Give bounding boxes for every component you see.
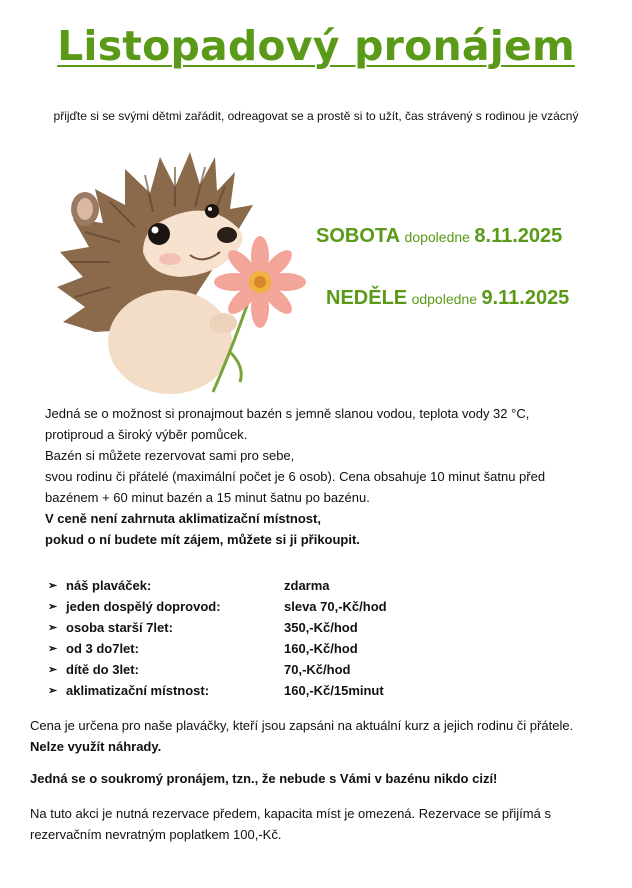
description-line: Jedná se o možnost si pronajmout bazén s jemně slanou vodou, teplota vody 32 °C, <box>45 406 530 421</box>
notice-line: V ceně není zahrnuta aklimatizační místnost, <box>45 511 321 526</box>
notice-line: pokud o ní budete mít zájem, můžete si ji přikoupit. <box>45 532 360 547</box>
arrow-bullet-icon: ➢ <box>48 643 58 655</box>
arrow-bullet-icon: ➢ <box>48 601 58 613</box>
arrow-bullet-icon: ➢ <box>48 664 58 676</box>
price-row <box>48 596 588 617</box>
price-label: náš plaváček: <box>66 578 152 593</box>
no-refund-text: Nelze využít náhrady. <box>30 739 162 754</box>
day-saturday <box>316 225 616 248</box>
description-line: protiproud a široký výběr pomůcek. <box>45 427 248 442</box>
price-row <box>48 617 588 638</box>
price-row <box>48 638 588 659</box>
page-title: Listopadový pronájem <box>57 22 575 70</box>
description-line: Bazén si můžete rezervovat sami pro sebe, <box>45 448 295 463</box>
description-line: svou rodinu či přátelé (maximální počet je 6 osob). Cena obsahuje 10 minut šatnu před <box>45 469 546 484</box>
price-note-text: Cena je určena pro naše plaváčky, kteří jsou zapsáni na aktuální kurz a jejich rodinu či přátele. <box>30 718 574 733</box>
price-value: 350,-Kč/hod <box>284 620 358 635</box>
price-row <box>48 575 588 596</box>
arrow-bullet-icon: ➢ <box>48 622 58 634</box>
price-row <box>48 659 588 680</box>
private-rental-text: Jedná se o soukromý pronájem, tzn., že nebude s Vámi v bazénu nikdo cizí! <box>30 771 498 786</box>
day-date: 9.11.2025 <box>481 287 570 309</box>
day-sunday <box>326 287 626 310</box>
price-label: dítě do 3let: <box>66 662 139 677</box>
subtitle: přijďte si se svými dětmi zařádit, odreagovat se a prostě si to užít, čas strávený s rodinou je vzácný <box>53 109 579 123</box>
hedgehog-illustration <box>55 127 315 397</box>
price-value: 70,-Kč/hod <box>284 662 351 677</box>
price-value: 160,-Kč/hod <box>284 641 358 656</box>
reservation-note <box>30 803 610 845</box>
price-label: od 3 do7let: <box>66 641 139 656</box>
price-value: 160,-Kč/15minut <box>284 683 384 698</box>
price-label: aklimatizační místnost: <box>66 683 210 698</box>
price-note <box>30 715 610 757</box>
day-date: 8.11.2025 <box>474 225 563 247</box>
day-name: NEDĚLE <box>326 287 408 309</box>
reservation-line: Na tuto akci je nutná rezervace předem, kapacita míst je omezená. Rezervace se přijímá s <box>30 806 551 821</box>
day-part: odpoledne <box>411 291 477 307</box>
price-value: sleva 70,-Kč/hod <box>284 599 387 614</box>
reservation-line: rezervačním nevratným poplatkem 100,-Kč. <box>30 827 282 842</box>
price-list <box>48 575 588 701</box>
price-label: osoba starší 7let: <box>66 620 173 635</box>
price-label: jeden dospělý doprovod: <box>66 599 221 614</box>
description <box>45 403 605 550</box>
price-value: zdarma <box>284 578 330 593</box>
arrow-bullet-icon: ➢ <box>48 580 58 592</box>
day-name: SOBOTA <box>316 225 401 247</box>
day-part: dopoledne <box>404 229 470 245</box>
price-row <box>48 680 588 701</box>
description-line: bazénem + 60 minut bazén a 15 minut šatnu po bazénu. <box>45 490 370 505</box>
arrow-bullet-icon: ➢ <box>48 685 58 697</box>
